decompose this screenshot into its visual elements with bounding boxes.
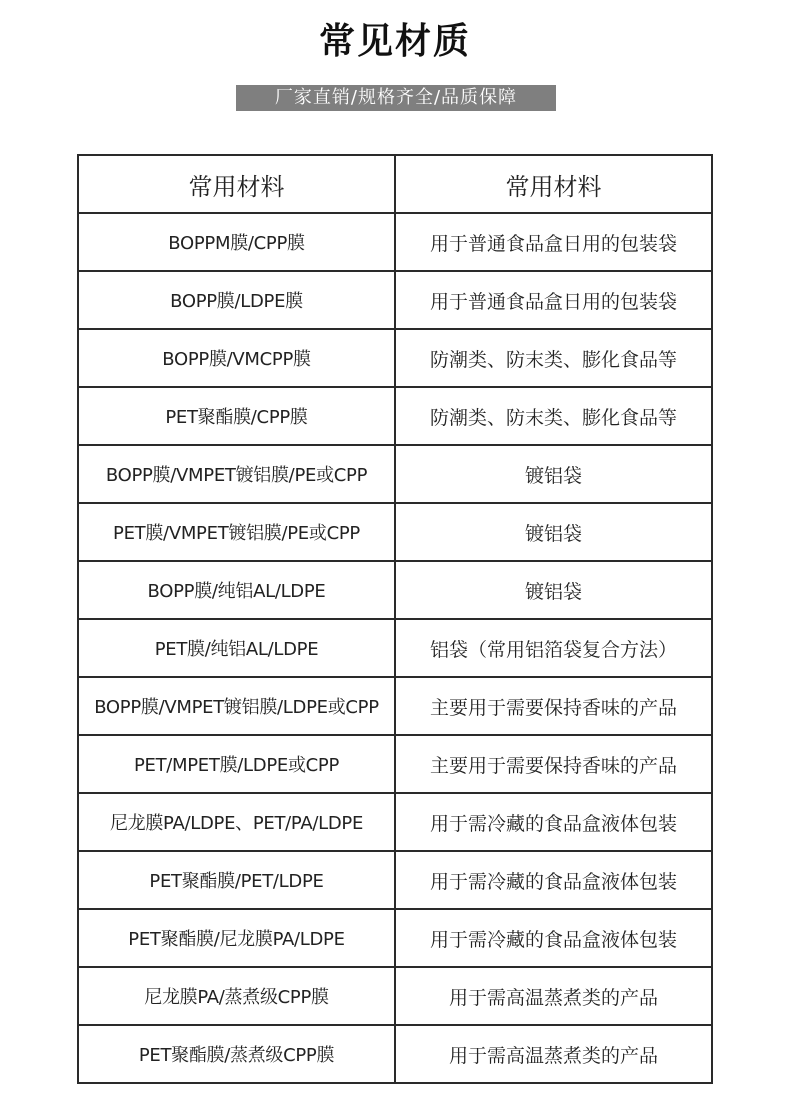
material-cell: PET膜/VMPET镀铝膜/PE或CPP	[78, 503, 395, 561]
table-body	[78, 213, 712, 1083]
material-cell: PET聚酯膜/尼龙膜PA/LDPE	[78, 909, 395, 967]
usage-cell: 防潮类、防末类、膨化食品等	[395, 387, 712, 445]
material-cell: BOPP膜/VMPET镀铝膜/PE或CPP	[78, 445, 395, 503]
table-row	[78, 619, 712, 677]
table-header-row	[78, 155, 712, 213]
material-cell: BOPPM膜/CPP膜	[78, 213, 395, 271]
material-cell: 尼龙膜PA/LDPE、PET/PA/LDPE	[78, 793, 395, 851]
column-header-material: 常用材料	[78, 155, 395, 213]
material-cell: PET膜/纯铝AL/LDPE	[78, 619, 395, 677]
table-row	[78, 561, 712, 619]
usage-cell: 用于需高温蒸煮类的产品	[395, 967, 712, 1025]
usage-cell: 主要用于需要保持香味的产品	[395, 677, 712, 735]
table-row	[78, 909, 712, 967]
table-row	[78, 735, 712, 793]
material-cell: BOPP膜/LDPE膜	[78, 271, 395, 329]
material-cell: BOPP膜/VMPET镀铝膜/LDPE或CPP	[78, 677, 395, 735]
subtitle-banner: 厂家直销/规格齐全/品质保障	[236, 85, 556, 111]
usage-cell: 用于需冷藏的食品盒液体包装	[395, 851, 712, 909]
table-row	[78, 329, 712, 387]
material-cell: BOPP膜/VMCPP膜	[78, 329, 395, 387]
column-header-usage: 常用材料	[395, 155, 712, 213]
usage-cell: 铝袋（常用铝箔袋复合方法）	[395, 619, 712, 677]
material-cell: PET聚酯膜/PET/LDPE	[78, 851, 395, 909]
usage-cell: 镀铝袋	[395, 503, 712, 561]
table-row	[78, 271, 712, 329]
material-cell: PET聚酯膜/蒸煮级CPP膜	[78, 1025, 395, 1083]
usage-cell: 用于需冷藏的食品盒液体包装	[395, 793, 712, 851]
table-row	[78, 445, 712, 503]
table-row	[78, 967, 712, 1025]
usage-cell: 用于普通食品盒日用的包装袋	[395, 213, 712, 271]
table-row	[78, 851, 712, 909]
table-row	[78, 677, 712, 735]
table-row	[78, 213, 712, 271]
table-row	[78, 503, 712, 561]
page-title: 常见材质	[318, 21, 471, 62]
usage-cell: 镀铝袋	[395, 445, 712, 503]
materials-table	[77, 154, 713, 1084]
usage-cell: 镀铝袋	[395, 561, 712, 619]
material-cell: PET/MPET膜/LDPE或CPP	[78, 735, 395, 793]
usage-cell: 防潮类、防末类、膨化食品等	[395, 329, 712, 387]
usage-cell: 用于需高温蒸煮类的产品	[395, 1025, 712, 1083]
table-row	[78, 793, 712, 851]
usage-cell: 用于普通食品盒日用的包装袋	[395, 271, 712, 329]
usage-cell: 主要用于需要保持香味的产品	[395, 735, 712, 793]
table-row	[78, 387, 712, 445]
material-cell: 尼龙膜PA/蒸煮级CPP膜	[78, 967, 395, 1025]
material-cell: BOPP膜/纯铝AL/LDPE	[78, 561, 395, 619]
table-row	[78, 1025, 712, 1083]
material-cell: PET聚酯膜/CPP膜	[78, 387, 395, 445]
usage-cell: 用于需冷藏的食品盒液体包装	[395, 909, 712, 967]
